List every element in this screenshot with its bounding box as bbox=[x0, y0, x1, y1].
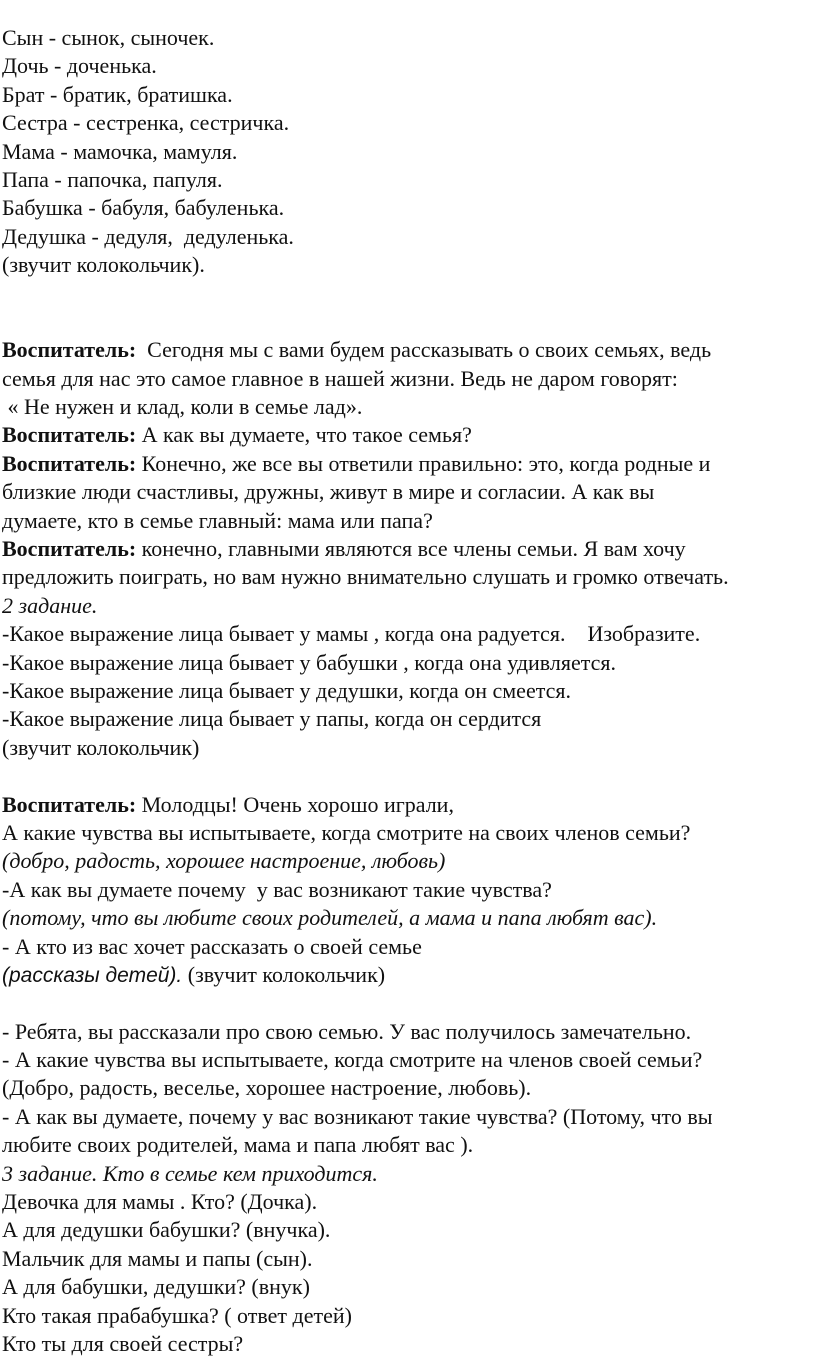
speaker-label: Воспитатель: bbox=[2, 536, 137, 562]
text-line: близкие люди счастливы, дружны, живут в мире и согласии. А как вы bbox=[2, 479, 655, 505]
text-line: Кто ты для своей сестры? bbox=[2, 1330, 244, 1356]
text-line bbox=[2, 450, 814, 478]
question-line: -Какое выражение лица бывает у мамы , когда она радуется. Изобразите. bbox=[2, 621, 701, 647]
text-line: Папа - папочка, папуля. bbox=[2, 166, 223, 192]
answer-line: (добро, радость, хорошее настроение, любовь) bbox=[2, 848, 446, 874]
text-line: Дочь - доченька. bbox=[2, 53, 157, 79]
line-text: А как вы думаете, что такое семья? bbox=[136, 422, 472, 448]
question-line: -Какое выражение лица бывает у папы, когда он сердится bbox=[2, 706, 542, 732]
line-text: Конечно, же все вы ответили правильно: это, когда родные и bbox=[136, 450, 711, 476]
text-line: предложить поиграть, но вам нужно внимательно слушать и громко отвечать. bbox=[2, 564, 729, 590]
speaker-label: Воспитатель: bbox=[2, 337, 137, 363]
text-line: - А как вы думаете, почему у вас возникают такие чувства? (Потому, что вы bbox=[2, 1103, 713, 1129]
text-line: Сын - сынок, сыночек. bbox=[2, 25, 215, 50]
text-line bbox=[2, 791, 814, 819]
text-line: любите своих родителей, мама и папа любят вас ). bbox=[2, 1132, 474, 1158]
question-line: -Какое выражение лица бывает у бабушки , когда она удивляется. bbox=[2, 649, 617, 675]
text-line bbox=[2, 336, 814, 364]
text-line bbox=[2, 421, 814, 449]
text-line: - А какие чувства вы испытываете, когда смотрите на членов своей семьи? bbox=[2, 1047, 703, 1073]
speaker-label: Воспитатель: bbox=[2, 422, 137, 448]
text-line: А для бабушки, дедушки? (внук) bbox=[2, 1274, 310, 1300]
text-line bbox=[2, 535, 814, 563]
text-line: Бабушка - бабуля, бабуленька. bbox=[2, 195, 285, 221]
text-line: Девочка для мамы . Кто? (Дочка). bbox=[2, 1189, 318, 1215]
text-line: Кто такая прабабушка? ( ответ детей) bbox=[2, 1302, 352, 1328]
question-line: -Какое выражение лица бывает у дедушки, когда он смеется. bbox=[2, 678, 571, 703]
task-heading: 2 задание. bbox=[2, 592, 98, 618]
text-line bbox=[2, 961, 814, 989]
text-line: Дедушка - дедуля, дедуленька. bbox=[2, 223, 294, 249]
text-line: « Не нужен и клад, коли в семье лад». bbox=[2, 394, 363, 420]
text-line: думаете, кто в семье главный: мама или папа? bbox=[2, 507, 433, 533]
text-line: Мальчик для мамы и папы (сын). bbox=[2, 1245, 313, 1271]
answer-line: (потому, что вы любите своих родителей, а мама и папа любят вас). bbox=[2, 905, 658, 931]
speaker-label: Воспитатель: bbox=[2, 791, 137, 817]
spacer bbox=[2, 762, 814, 790]
text-line: А для дедушки бабушки? (внучка). bbox=[2, 1217, 331, 1243]
line-text: Сегодня мы с вами будем рассказывать о своих семьях, ведь bbox=[136, 337, 712, 363]
text-line: Мама - мамочка, мамуля. bbox=[2, 138, 238, 164]
document-page bbox=[2, 24, 814, 1358]
text-line: (звучит колокольчик). bbox=[2, 252, 205, 278]
text-line: (звучит колокольчик) bbox=[2, 734, 200, 760]
line-text: конечно, главными являются все члены семьи. Я вам хочу bbox=[136, 536, 686, 562]
task-heading: 3 задание. Кто в семье кем приходится. bbox=[2, 1160, 378, 1186]
text-line: Брат - братик, братишка. bbox=[2, 81, 233, 107]
text-line: -А как вы думаете почему у вас возникают такие чувства? bbox=[2, 876, 552, 902]
speaker-label: Воспитатель: bbox=[2, 450, 137, 476]
text-line: - Ребята, вы рассказали про свою семью. У вас получилось замечательно. bbox=[2, 1018, 692, 1044]
spacer bbox=[2, 989, 814, 1017]
answer-text: (рассказы детей). bbox=[2, 963, 183, 987]
text-line: Сестра - сестренка, сестричка. bbox=[2, 110, 290, 136]
text-line: (Добро, радость, веселье, хорошее настроение, любовь). bbox=[2, 1075, 532, 1101]
line-text: (звучит колокольчик) bbox=[182, 961, 386, 987]
line-text: Молодцы! Очень хорошо играли, bbox=[136, 791, 454, 817]
text-line: - А кто из вас хочет рассказать о своей семье bbox=[2, 933, 422, 959]
text-line: А какие чувства вы испытываете, когда смотрите на своих членов семьи? bbox=[2, 819, 691, 845]
text-line: семья для нас это самое главное в нашей жизни. Ведь не даром говорят: bbox=[2, 365, 678, 391]
spacer bbox=[2, 280, 814, 337]
